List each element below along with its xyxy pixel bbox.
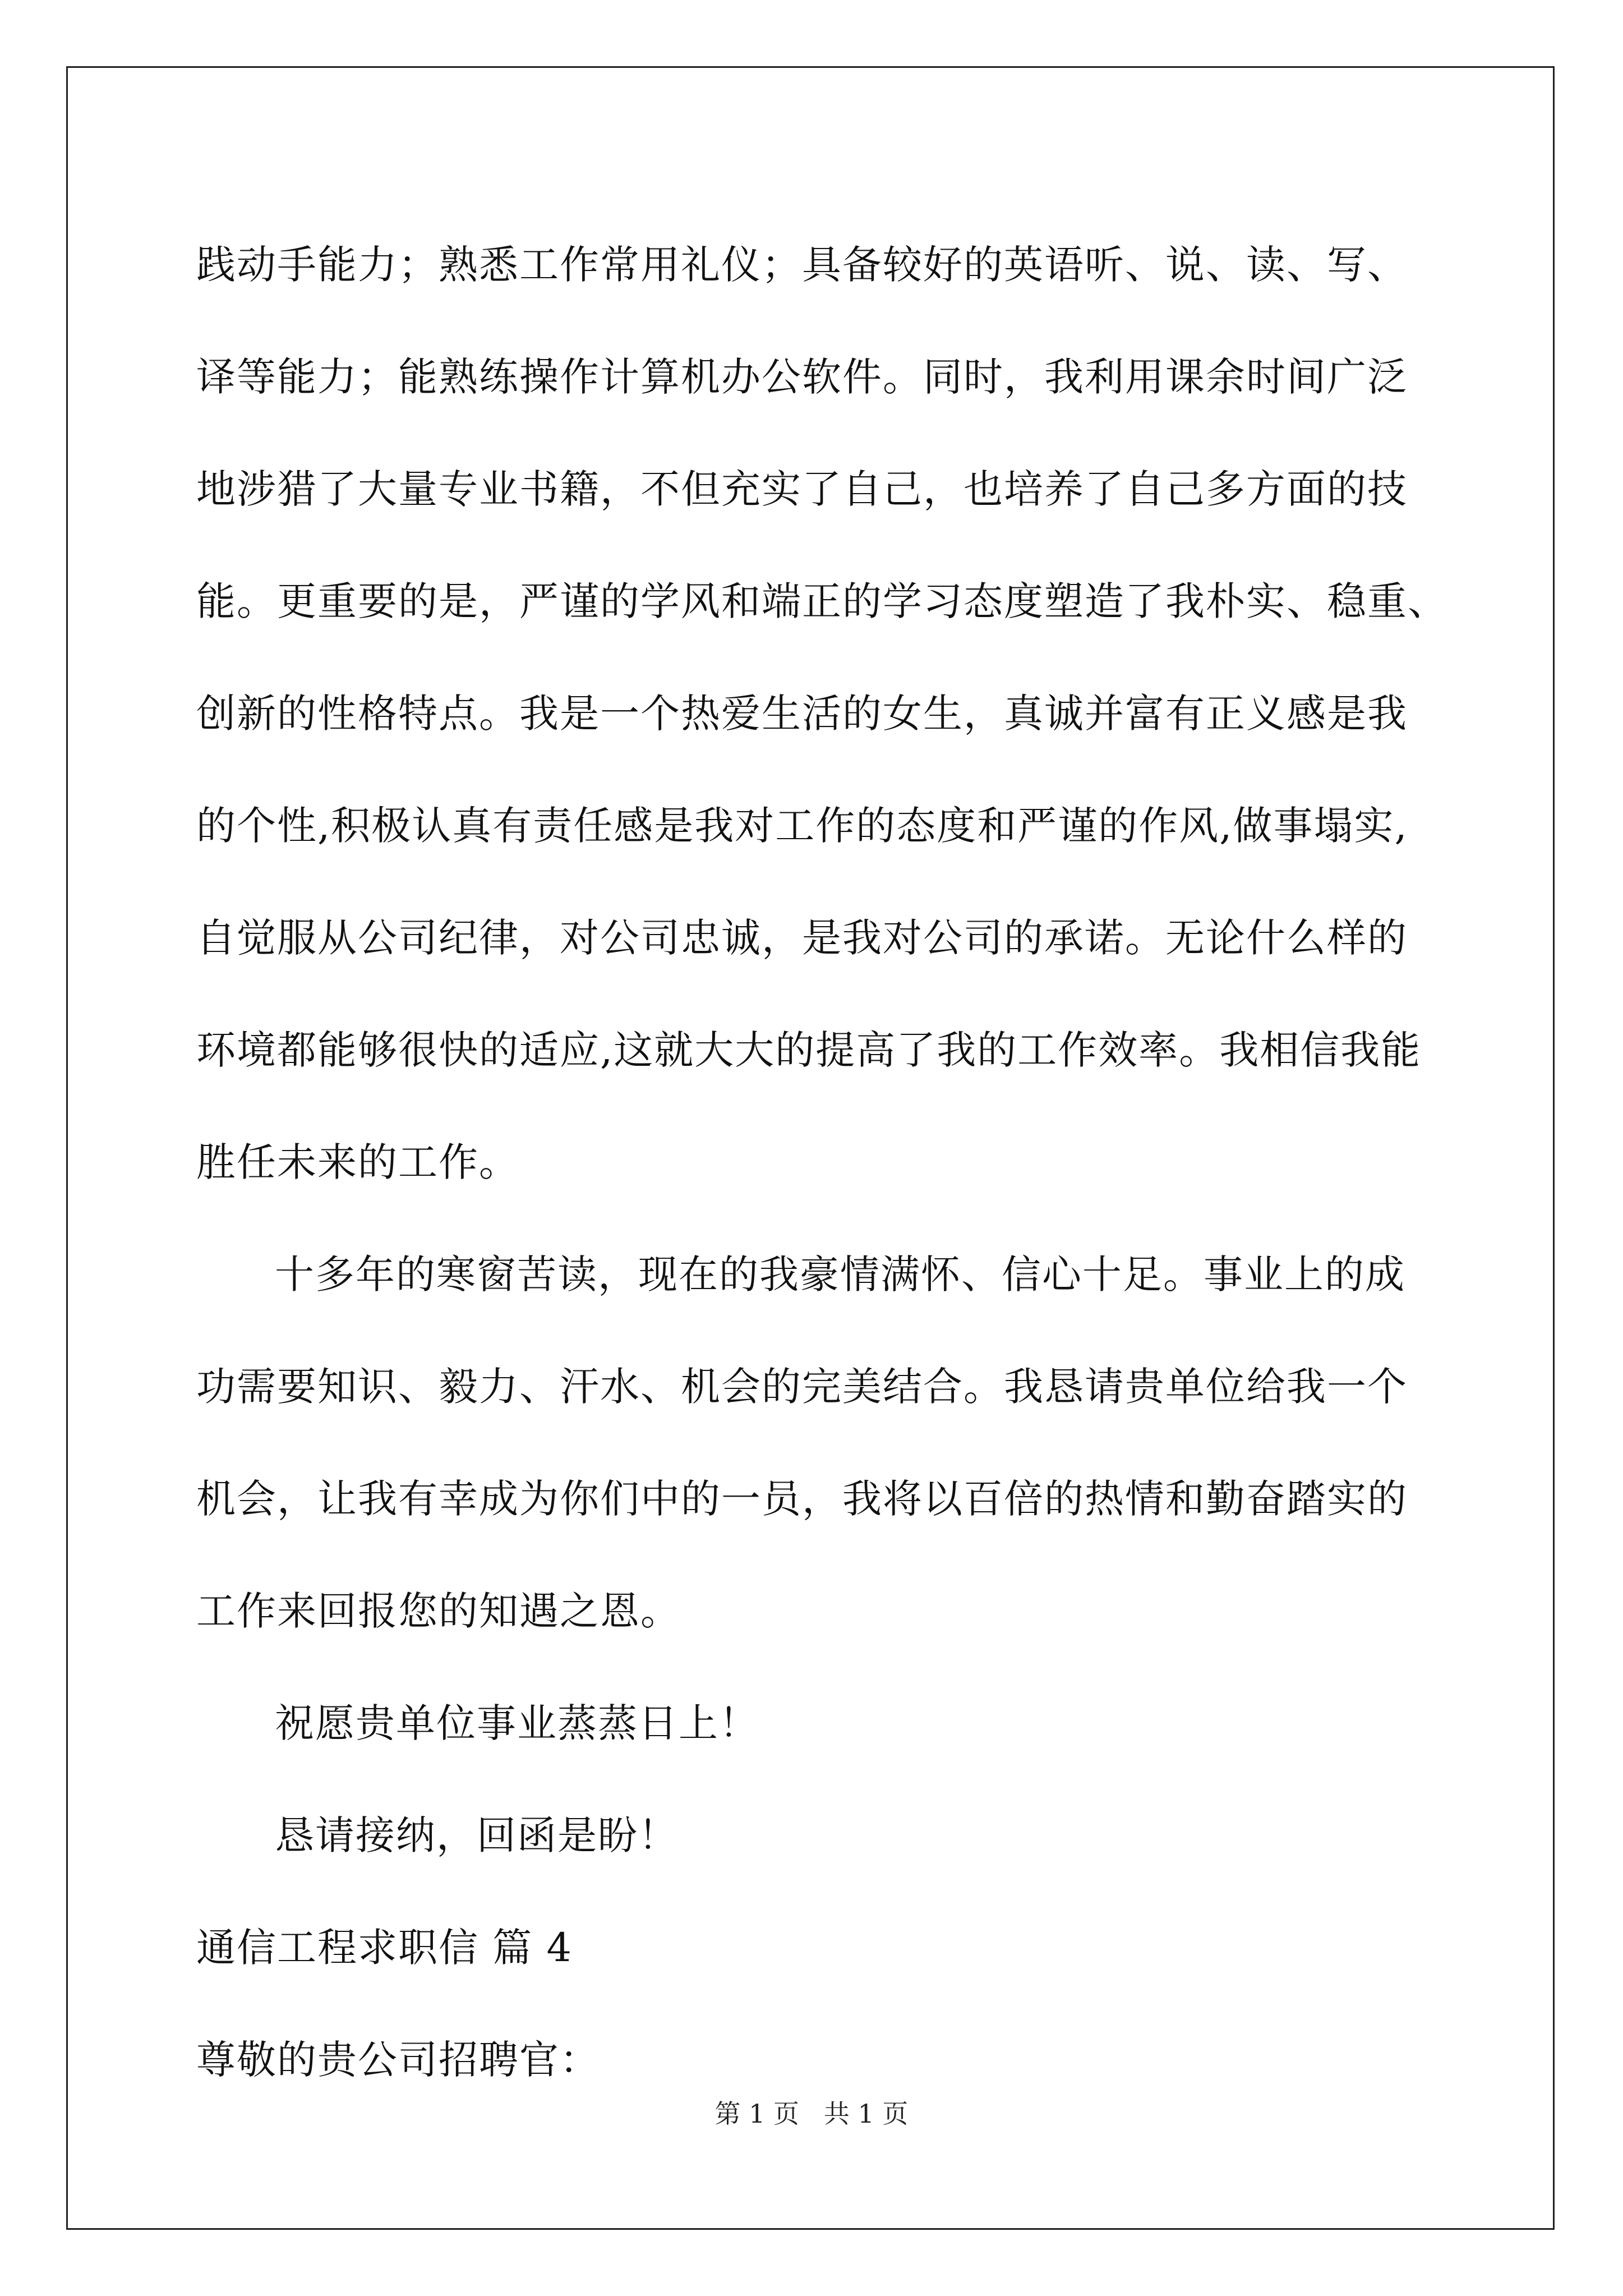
closing-request: 恳请接纳，回函是盼！ (275, 1812, 679, 1858)
page-footer: 第 1 页 共 1 页 (714, 2099, 909, 2129)
paragraph-line: 工作来回报您的知遇之恩。 (196, 1588, 681, 1634)
paragraph-line: 机会，让我有幸成为你们中的一员，我将以百倍的热情和勤奋踏实的 (196, 1476, 1408, 1522)
paragraph-line: 环境都能够很快的适应,这就大大的提高了我的工作效率。我相信我能 (196, 1027, 1422, 1073)
paragraph-line: 创新的性格特点。我是一个热爱生活的女生，真诚并富有正义感是我 (196, 691, 1408, 737)
paragraph-line: 功需要知识、毅力、汗水、机会的完美结合。我恳请贵单位给我一个 (196, 1364, 1408, 1410)
paragraph-line: 能。更重要的是，严谨的学风和端正的学习态度塑造了我朴实、稳重、 (196, 578, 1448, 624)
closing-wish: 祝愿贵单位事业蒸蒸日上！ (275, 1700, 759, 1746)
paragraph-line: 十多年的寒窗苦读，现在的我豪情满怀、信心十足。事业上的成 (275, 1251, 1405, 1297)
paragraph-line: 地涉猎了大量专业书籍，不但充实了自己，也培养了自己多方面的技 (196, 466, 1408, 512)
paragraph-line: 自觉服从公司纪律，对公司忠诚，是我对公司的承诺。无论什么样的 (196, 915, 1408, 961)
paragraph-line: 译等能力；能熟练操作计算机办公软件。同时，我利用课余时间广泛 (196, 354, 1408, 400)
section-heading: 通信工程求职信 篇 4 (196, 1925, 573, 1971)
paragraph-line: 胜任未来的工作。 (196, 1139, 519, 1185)
paragraph-line: 践动手能力；熟悉工作常用礼仪；具备较好的英语听、说、读、写、 (196, 242, 1408, 288)
document-body (196, 209, 1448, 2116)
salutation: 尊敬的贵公司招聘官： (196, 2037, 600, 2083)
paragraph-line: 的个性,积极认真有责任感是我对工作的态度和严谨的作风,做事塌实, (196, 803, 1408, 849)
